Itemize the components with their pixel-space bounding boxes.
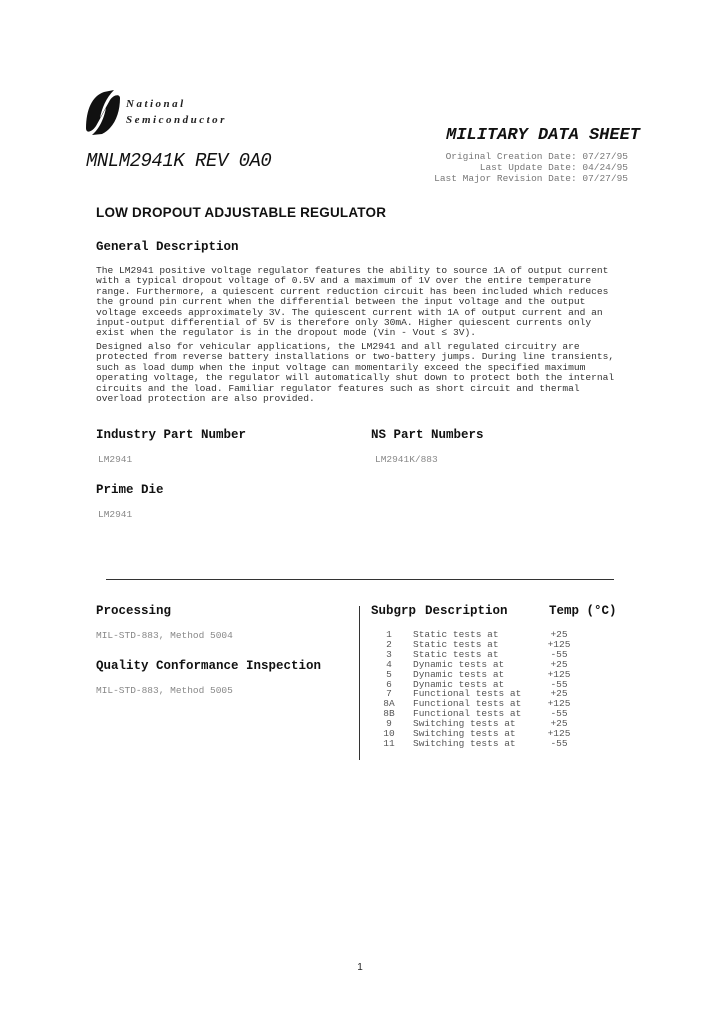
- test-description: Static tests at: [413, 648, 499, 660]
- column-divider: [359, 606, 360, 760]
- sheet-title: MILITARY DATA SHEET: [446, 126, 640, 145]
- quality-conformance-value: MIL-STD-883, Method 5005: [96, 685, 233, 696]
- test-description: Functional tests at: [413, 698, 522, 710]
- page-number: 1: [357, 962, 363, 973]
- test-description: Functional tests at: [413, 688, 522, 700]
- subgroup-number: 9: [386, 718, 392, 730]
- test-description: Functional tests at: [413, 708, 522, 720]
- subgroup-number: 3: [386, 648, 392, 660]
- test-description: Switching tests at: [413, 728, 516, 740]
- last-update-date: Last Update Date: 04/24/95: [479, 162, 628, 173]
- general-description-heading: General Description: [96, 240, 239, 254]
- industry-part-number-heading: Industry Part Number: [96, 428, 247, 442]
- test-temperature: -55: [550, 737, 568, 749]
- test-temperature: +125: [547, 668, 571, 680]
- general-description-paragraph-2: Designed also for vehicular applications, the LM2941 and all regulated circuitry are protected from reverse battery installations or two-battery jumps. During line transients, such as load dump when the input voltage can momentarily exceed the specified maximum operating voltage, the regulator will automatically shut down to protect both the internal circuits and the load. Familiar regulator features such as short circuit and thermal overload protection are also provided.: [96, 341, 615, 405]
- subgroup-number: 7: [386, 688, 392, 700]
- subgroup-number: 1: [386, 629, 392, 640]
- processing-value: MIL-STD-883, Method 5004: [96, 630, 233, 641]
- test-temperature: +125: [547, 698, 571, 710]
- ns-part-number-value: LM2941K/883: [375, 454, 438, 465]
- original-creation-date: Original Creation Date: 07/27/95: [445, 151, 628, 162]
- test-temperature: +25: [550, 688, 568, 700]
- quality-conformance-heading: Quality Conformance Inspection: [96, 659, 322, 673]
- table-row: [365, 739, 579, 749]
- subgroup-number: 4: [386, 658, 392, 670]
- test-description: Dynamic tests at: [413, 678, 505, 690]
- industry-part-number-value: LM2941: [98, 454, 133, 465]
- national-semiconductor-logo-icon: [84, 88, 122, 136]
- test-temperature: +125: [547, 728, 571, 740]
- test-description: Switching tests at: [413, 718, 516, 730]
- test-description: Static tests at: [413, 638, 499, 650]
- test-temperature: -55: [550, 708, 568, 720]
- subgroup-number: 10: [383, 728, 395, 740]
- test-temperature: -55: [550, 678, 568, 690]
- temperature-header: Temp (°C): [549, 604, 617, 618]
- document-title: LOW DROPOUT ADJUSTABLE REGULATOR: [96, 205, 387, 220]
- general-description-paragraph-1: The LM2941 positive voltage regulator features the ability to source 1A of output current with a typical dropout voltage of 0.5V and a maximum of 1V over the entire temperature range. Furthermore, a quiescent current reduction circuit has been included which reduces the ground pin current when the differential between the input voltage and the output voltage exceeds approximately 3V. The quiescent current with 1A of output current and an input-output differential of 5V is therefore only 30mA. Higher quiescent currents only exist when the regulator is in the dropout mode (Vin - Vout ≤ 3V).: [96, 265, 609, 339]
- subgroup-number: 8B: [383, 708, 395, 720]
- subgroup-number: 2: [386, 638, 392, 650]
- subgroup-header: Subgrp: [371, 604, 417, 618]
- description-header: Description: [425, 604, 508, 618]
- section-divider: [106, 579, 614, 580]
- test-description: Dynamic tests at: [413, 658, 505, 670]
- processing-heading: Processing: [96, 604, 172, 618]
- test-description: Dynamic tests at: [413, 668, 505, 680]
- subgroup-number: 11: [383, 737, 395, 749]
- prime-die-heading: Prime Die: [96, 483, 164, 497]
- subgroup-number: 8A: [383, 698, 395, 710]
- logo-line-national: National: [126, 98, 186, 110]
- test-temperature: +25: [550, 658, 568, 670]
- subgroup-number: 5: [386, 668, 392, 680]
- last-major-revision-date: Last Major Revision Date: 07/27/95: [434, 173, 628, 184]
- test-description: Switching tests at: [413, 737, 516, 749]
- subgroup-number: 6: [386, 678, 392, 690]
- test-temperature: -55: [550, 648, 568, 660]
- test-temperature: +25: [550, 629, 568, 640]
- test-temperature: +125: [547, 638, 571, 650]
- test-temperature: +25: [550, 718, 568, 730]
- logo-line-semiconductor: Semiconductor: [126, 114, 227, 126]
- date-block: [380, 151, 628, 184]
- ns-part-numbers-heading: NS Part Numbers: [371, 428, 484, 442]
- test-description: Static tests at: [413, 629, 499, 640]
- prime-die-value: LM2941: [98, 509, 133, 520]
- subgroup-table: [365, 630, 579, 749]
- part-revision: MNLM2941K REV 0A0: [86, 150, 272, 172]
